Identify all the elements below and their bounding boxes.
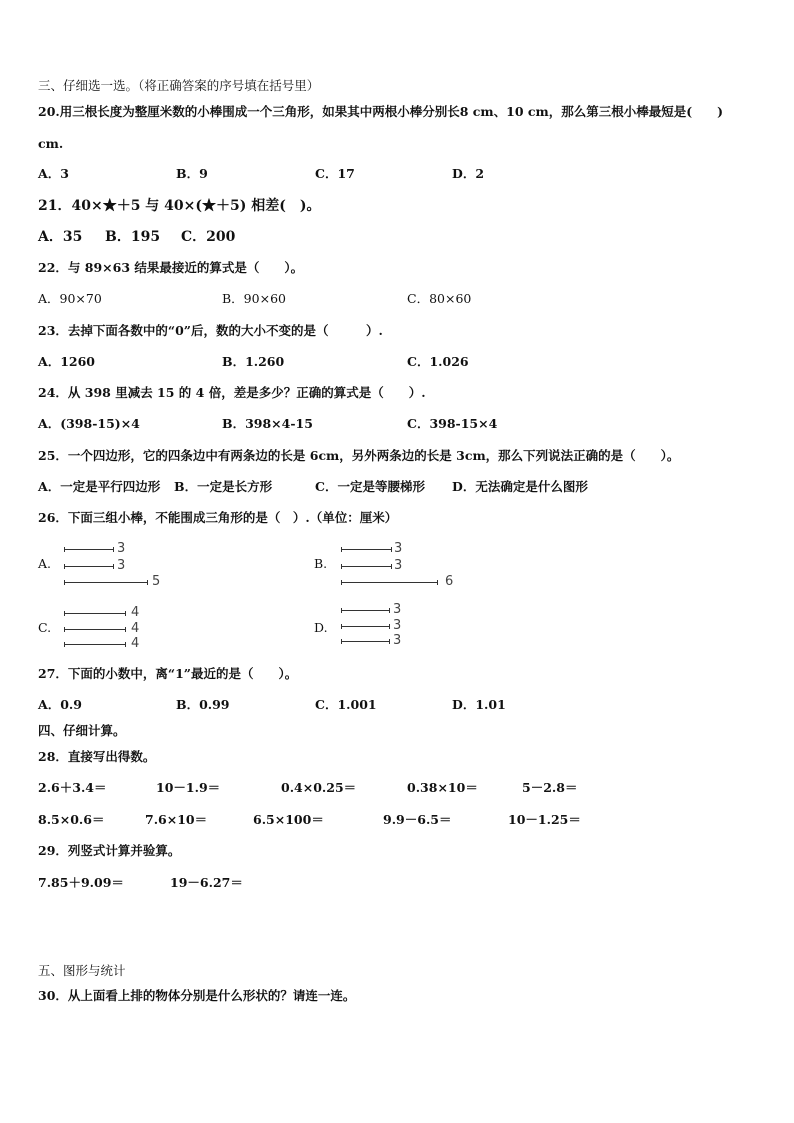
stick-length-label: 3 — [393, 602, 402, 617]
calc-item: 7.85＋9.09＝ — [38, 875, 124, 890]
calc-item: 2.6＋3.4＝ — [38, 780, 107, 795]
calc-item: 19－6.27＝ — [170, 875, 243, 890]
stick-length-label: 4 — [131, 605, 140, 620]
option-b: B．1.260 — [222, 354, 285, 369]
stick-length-label: 4 — [131, 636, 140, 651]
section-title: 三、仔细选一选。（将正确答案的序号填在括号里） — [38, 78, 320, 93]
question-stem: 24．从 398 里减去 15 的 4 倍，差是多少？正确的算式是（ ）. — [38, 385, 426, 400]
option-b: B．90×60 — [222, 291, 286, 306]
option-d: D．2 — [452, 166, 485, 181]
option-b: B．0.99 — [176, 697, 230, 712]
option-a: A．1260 — [38, 354, 95, 369]
calc-item: 10－1.25＝ — [508, 812, 581, 827]
calc-item: 0.38×10＝ — [407, 780, 478, 795]
calc-item: 5－2.8＝ — [522, 780, 578, 795]
option-b: B．195 — [105, 229, 161, 245]
option-a: A．0.9 — [38, 697, 82, 712]
calc-item: 8.5×0.6＝ — [38, 812, 105, 827]
stick-length-label: 5 — [152, 574, 161, 589]
question-stem: 29．列竖式计算并验算。 — [38, 843, 181, 858]
option-c: C．1.026 — [407, 354, 469, 369]
option-c: C．398-15×4 — [407, 416, 498, 431]
option-a: A．90×70 — [38, 291, 102, 306]
stick-length-label: 3 — [394, 541, 403, 556]
stick — [341, 626, 390, 627]
stick — [64, 549, 114, 550]
option-b: B．398×4-15 — [222, 416, 313, 431]
stick-length-label: 3 — [394, 558, 403, 573]
option-letter-d: D. — [314, 620, 328, 635]
calc-item: 0.4×0.25＝ — [281, 780, 357, 795]
stick-length-label: 3 — [393, 633, 402, 648]
question-stem: 26．下面三组小棒，不能围成三角形的是（ ）.（单位：厘米） — [38, 510, 398, 525]
section-title: 四、仔细计算。 — [38, 723, 126, 738]
stick — [64, 613, 126, 614]
question-stem: 25．一个四边形，它的四条边中有两条边的长是 6cm，另外两条边的长是 3cm，那么下列说法正确的是（ ）。 — [38, 448, 680, 463]
stick-length-label: 3 — [393, 618, 402, 633]
question-stem: 28．直接写出得数。 — [38, 749, 156, 764]
option-c: C．200 — [181, 229, 236, 245]
option-letter-b: B. — [314, 556, 328, 571]
option-c: C．一定是等腰梯形 — [315, 479, 425, 494]
option-a: A．(398-15)×4 — [38, 416, 140, 431]
question-stem: 30．从上面看上排的物体分别是什么形状的？请连一连。 — [38, 988, 356, 1003]
stick-length-label: 3 — [117, 558, 126, 573]
question-stem: 27．下面的小数中，离“1”最近的是（ ）。 — [38, 666, 298, 681]
option-c: C．1.001 — [315, 697, 377, 712]
stick-length-label: 6 — [445, 574, 454, 589]
question-stem-continued: cm. — [38, 136, 64, 151]
calc-item: 10－1.9＝ — [156, 780, 221, 795]
stick — [64, 566, 114, 567]
stick — [64, 582, 148, 583]
section-title: 五、图形与统计 — [38, 963, 126, 978]
option-a: A．3 — [38, 166, 69, 181]
option-letter-a: A. — [38, 556, 52, 571]
question-stem: 21．40×★＋5 与 40×(★＋5) 相差( )。 — [38, 198, 321, 214]
option-d: D．1.01 — [452, 697, 506, 712]
calc-item: 7.6×10＝ — [145, 812, 208, 827]
question-stem: 22．与 89×63 结果最接近的算式是（ ）。 — [38, 260, 304, 275]
option-d: D．无法确定是什么图形 — [452, 479, 588, 494]
option-c: C．17 — [315, 166, 355, 181]
stick — [341, 566, 392, 567]
stick — [341, 549, 392, 550]
stick-length-label: 4 — [131, 621, 140, 636]
option-letter-c: C. — [38, 620, 52, 635]
option-a: A．一定是平行四边形 — [38, 479, 161, 494]
stick-length-label: 3 — [117, 541, 126, 556]
option-b: B．9 — [176, 166, 208, 181]
question-stem: 23．去掉下面各数中的“0”后，数的大小不变的是（ ）. — [38, 323, 383, 338]
stick — [341, 641, 390, 642]
stick — [64, 644, 126, 645]
option-a: A．35 — [38, 229, 83, 245]
question-stem: 20.用三根长度为整厘米数的小棒围成一个三角形，如果其中两根小棒分别长8 cm、10 cm，那么第三根小棒最短是( ) — [38, 104, 724, 119]
stick — [64, 629, 126, 630]
stick — [341, 582, 438, 583]
calc-item: 6.5×100＝ — [253, 812, 324, 827]
calc-item: 9.9－6.5＝ — [383, 812, 452, 827]
option-b: B．一定是长方形 — [174, 479, 273, 494]
stick — [341, 610, 390, 611]
option-c: C．80×60 — [407, 291, 472, 306]
